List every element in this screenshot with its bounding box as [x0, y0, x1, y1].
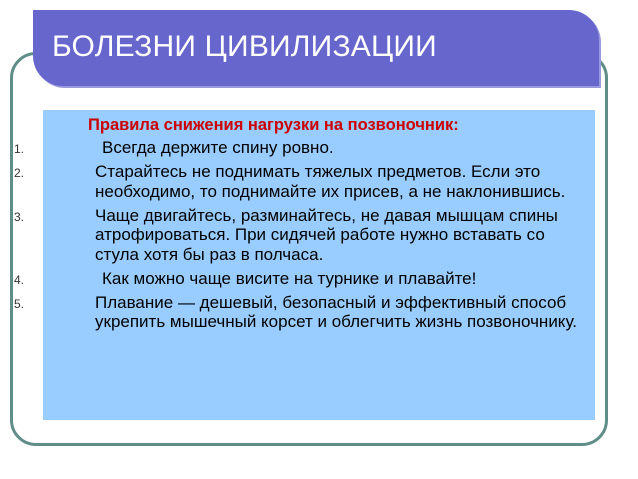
list-item-number: 1. [14, 142, 25, 156]
list-item-number: 5. [14, 296, 25, 311]
list-item [14, 162, 595, 201]
list-item-text: Старайтесь не поднимать тяжелых предметов. Если это необходимо, то поднимайте их присев, а не наклонившись. [95, 162, 566, 201]
list-item [14, 138, 595, 158]
list-item-text: Плавание — дешевый, безопасный и эффективный способ укрепить мышечный корсет и облегчить жизнь позвоночнику. [95, 292, 577, 331]
list-item-text: Как можно чаще висите на турнике и плавайте! [102, 268, 477, 288]
list-item-text: Всегда держите спину ровно. [102, 138, 334, 157]
slide-title: БОЛЕЗНИ ЦИВИЛИЗАЦИИ [52, 30, 437, 63]
list-item [14, 205, 595, 265]
list-item-number: 2. [14, 166, 25, 180]
rules-list [14, 138, 595, 336]
list-item-text: Чаще двигайтесь, разминайтесь, не давая мышцам спины атрофироваться. При сидячей работе нужно вставать со стула хотя бы раз в полчаса. [95, 205, 558, 264]
content-box [14, 110, 595, 420]
list-item-number: 4. [14, 272, 25, 287]
content-heading: Правила снижения нагрузки на позвоночник: [88, 116, 459, 134]
list-item [14, 268, 595, 289]
title-bar [33, 10, 599, 86]
list-item [14, 292, 595, 332]
list-item-number: 3. [14, 209, 25, 224]
